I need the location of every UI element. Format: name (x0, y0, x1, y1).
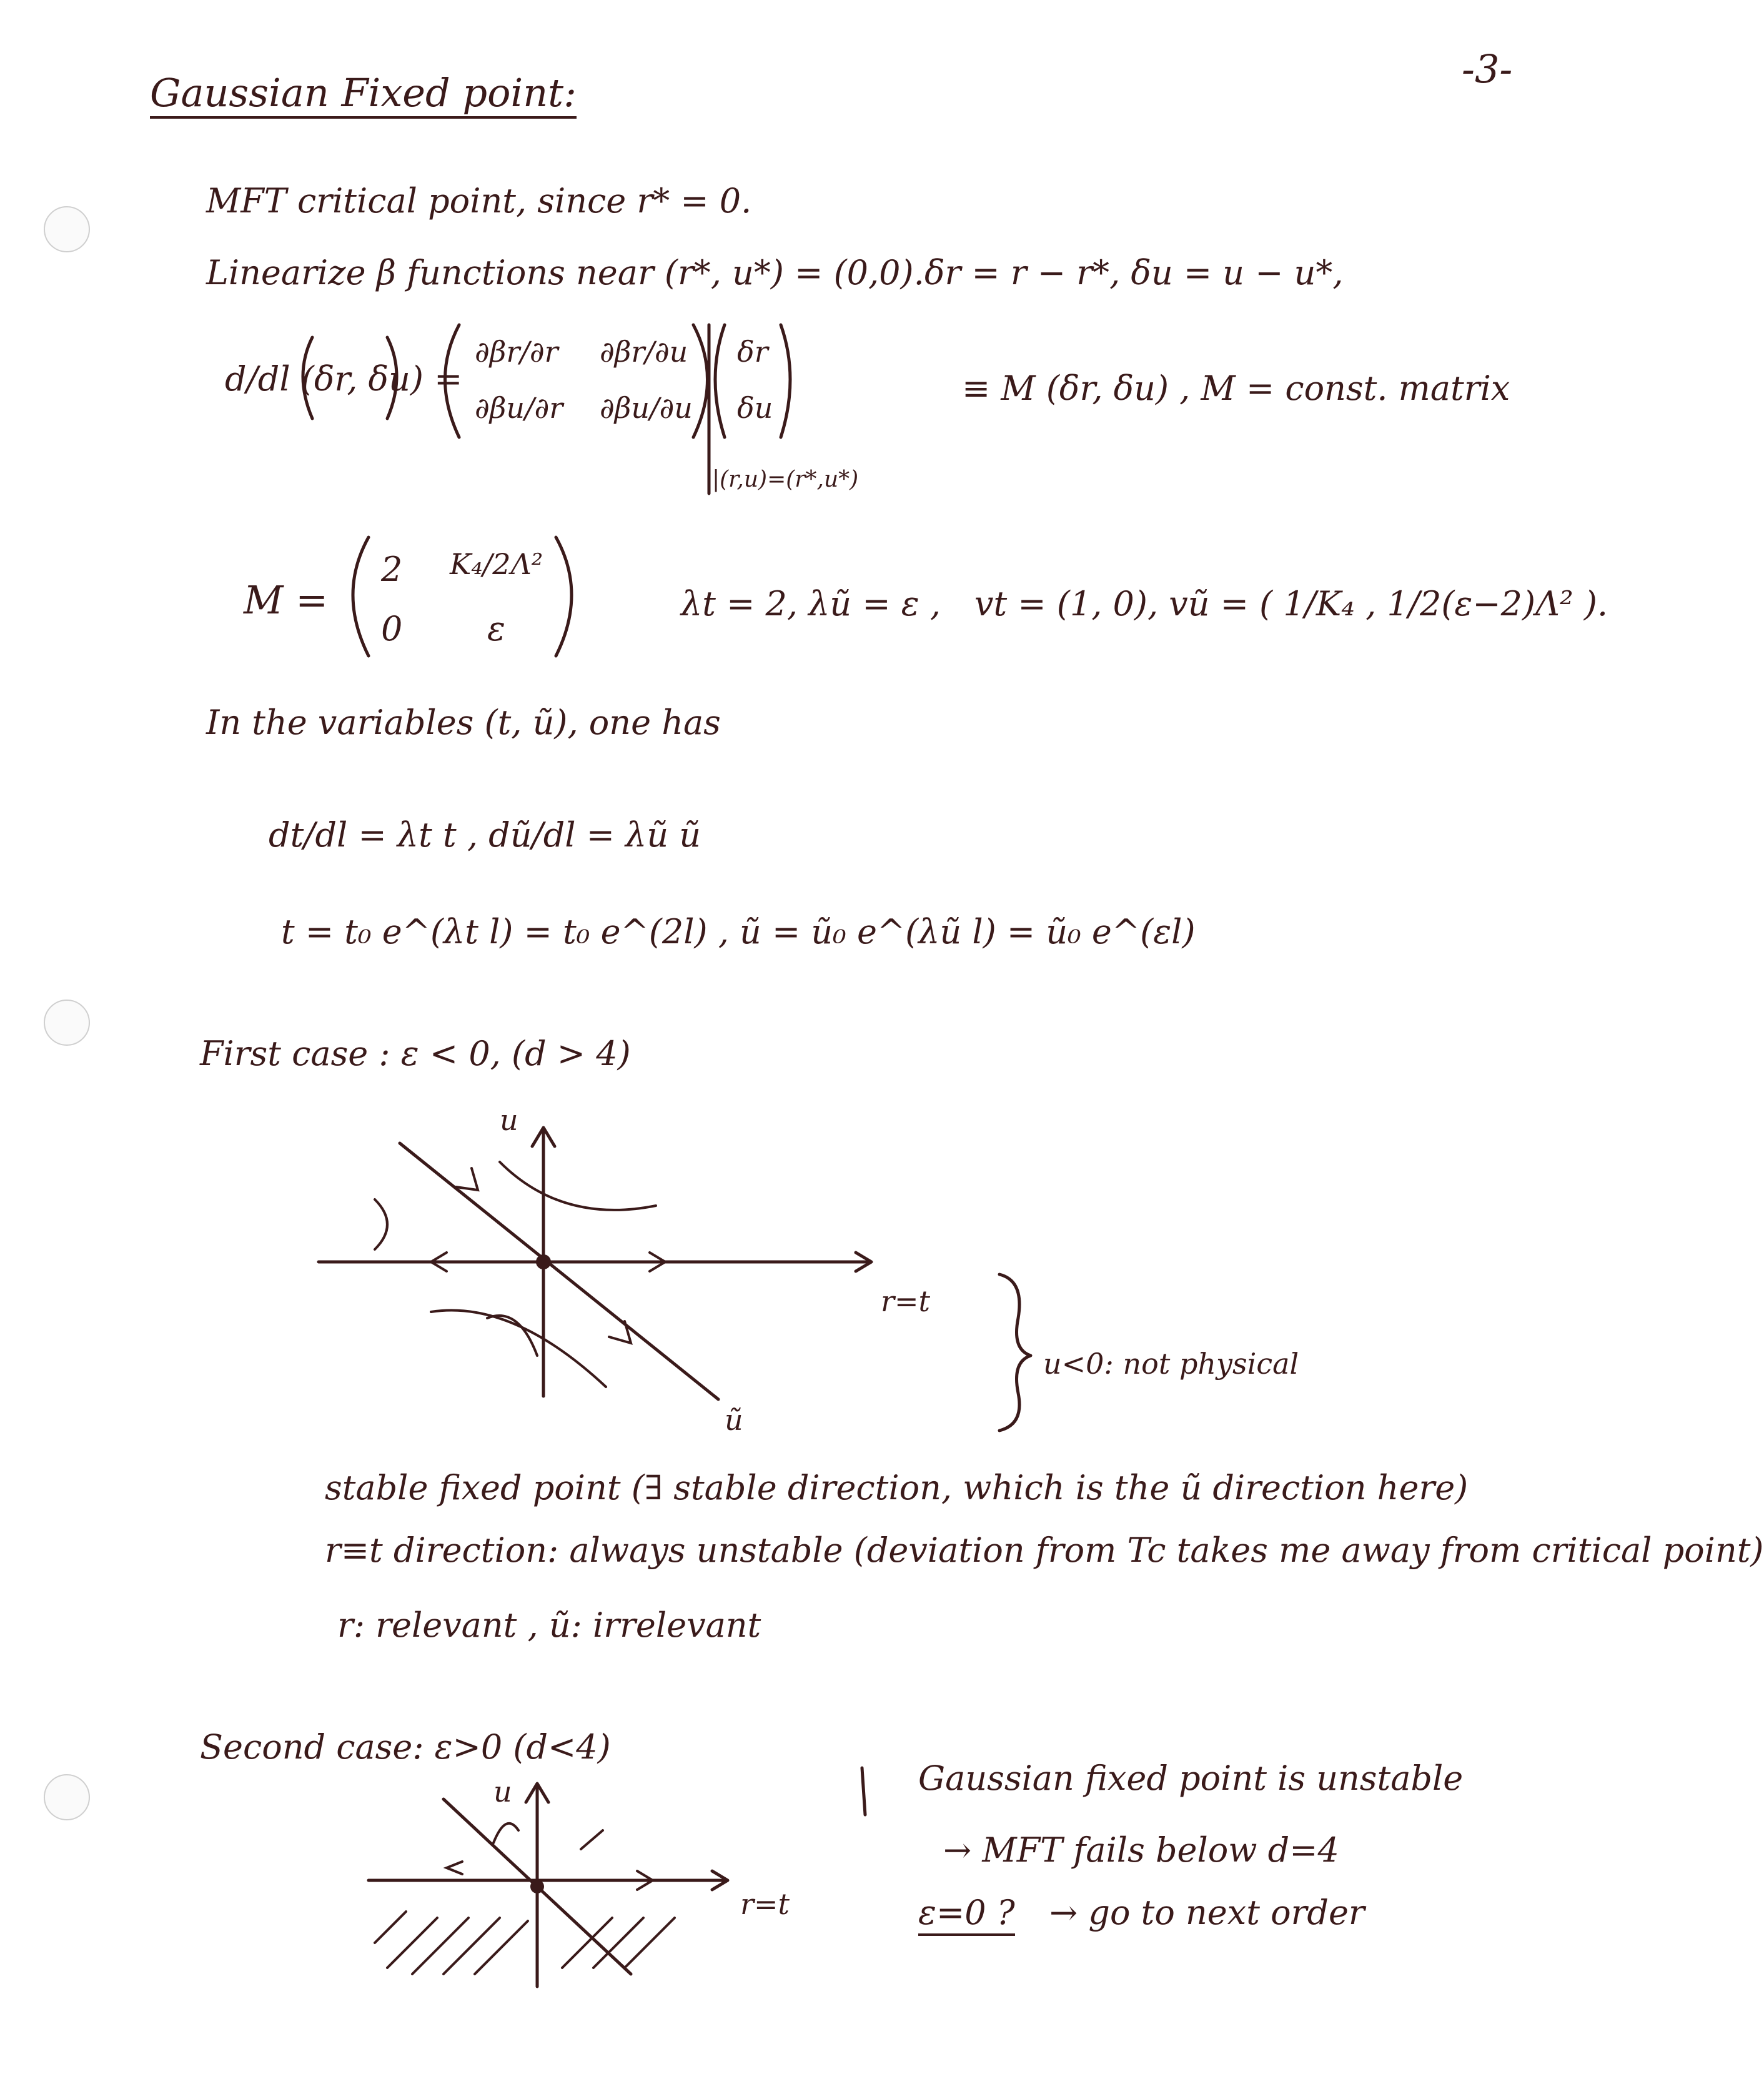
second-case-u-axis-label: u (493, 1775, 512, 1809)
first-case-rt-axis-label: r=t (881, 1284, 931, 1318)
eigenvalues: λt = 2, λũ = ε , (681, 584, 941, 623)
jacobian-right-paren (693, 325, 708, 437)
ode-lhs-left-paren (303, 337, 312, 419)
vector-left-paren (715, 325, 725, 437)
stable-fixed-point-note: stable fixed point (∃ stable direction, which is the ũ direction here) (325, 1468, 1469, 1507)
ode-lhs: d/dl (δr, δu) = (225, 359, 463, 399)
first-case-u-axis-label: u (500, 1103, 518, 1137)
second-case-rt-axis-label: r=t (740, 1887, 790, 1921)
m-entry-11: 2 (381, 550, 403, 589)
margin-mark (862, 1768, 865, 1815)
jacobian-22: ∂βu/∂u (600, 391, 693, 425)
jacobian-12: ∂βr/∂u (600, 335, 688, 369)
m-matrix-definition: ≡ M (δr, δu) , M = const. matrix (962, 369, 1510, 408)
mft-fails-note: → MFT fails below d=4 (943, 1830, 1339, 1870)
evaluation-point: |(r,u)=(r*,u*) (712, 467, 859, 492)
second-case-arrow-up-right (581, 1830, 603, 1849)
first-case-fixed-point (536, 1254, 551, 1269)
page-heading: Gaussian Fixed point: (150, 74, 577, 119)
first-case-diagram (319, 1128, 1031, 1431)
linearize-line: Linearize β functions near (r*, u*) = (0,0). (206, 253, 924, 292)
second-case-fixed-point (530, 1880, 544, 1893)
m-entry-22: ε (487, 609, 505, 648)
jacobian-21: ∂βu/∂r (475, 391, 563, 425)
second-case-arrow-up-left (493, 1823, 518, 1843)
hatch-line (387, 1918, 437, 1968)
first-case-utilde-label: ũ (725, 1403, 743, 1437)
hatch-line (375, 1912, 406, 1943)
hatch-line (562, 1918, 612, 1968)
delta-definitions: δr = r − r*, δu = u − u*, (924, 253, 1344, 292)
variables-intro: In the variables (t, ũ), one has (206, 703, 721, 742)
relevance-note: r: relevant , ũ: irrelevant (337, 1605, 761, 1645)
mft-critical-line: MFT critical point, since r* = 0. (206, 181, 752, 221)
first-case-flow-curve-lower-right (487, 1316, 537, 1356)
first-case-flow-curve-upper-left (375, 1199, 387, 1249)
gaussian-unstable-note: Gaussian fixed point is unstable (918, 1759, 1464, 1798)
vector-bottom: δu (737, 391, 773, 425)
eigenvectors: vt = (1, 0), vũ = ( 1/K₄ , 1/2(ε−2)Λ² ). (974, 584, 1608, 623)
jacobian-left-paren (445, 325, 460, 437)
page-number: -3- (1462, 46, 1513, 92)
flow-equations: dt/dl = λt t , dũ/dl = λũ ũ (269, 815, 701, 855)
first-case-brace (999, 1274, 1031, 1431)
second-case-heading: Second case: ε>0 (d<4) (200, 1727, 611, 1767)
second-case-arrow-left (447, 1862, 462, 1874)
vector-right-paren (781, 325, 790, 437)
jacobian-11: ∂βr/∂r (475, 335, 558, 369)
hatch-line (625, 1918, 675, 1968)
hatch-line (475, 1921, 528, 1974)
m-entry-12: K₄/2Λ² (450, 547, 543, 581)
epsilon-zero-question: ε=0 ? (918, 1896, 1015, 1936)
first-case-stable-arrow-upper (456, 1168, 478, 1190)
ode-lhs-right-paren (387, 337, 397, 419)
next-order-note: → go to next order (1049, 1893, 1365, 1932)
vector-top: δr (737, 335, 768, 369)
m-label: M = (244, 577, 329, 623)
not-physical-note: u<0: not physical (1043, 1347, 1299, 1381)
second-case-diagram (369, 1768, 865, 1987)
flow-solutions: t = t₀ e^(λt l) = t₀ e^(2l) , ũ = ũ₀ e^(λũ l) = ũ₀ e^(εl) (281, 912, 1196, 951)
first-case-flow-curve-lower-left (431, 1311, 606, 1387)
first-case-heading: First case : ε < 0, (d > 4) (200, 1034, 631, 1073)
m-left-paren (353, 537, 369, 656)
hatch-line (412, 1918, 468, 1974)
rt-direction-note: r≡t direction: always unstable (deviation from Tc takes me away from critical point) (325, 1531, 1764, 1570)
hatch-line (443, 1918, 500, 1974)
m-right-paren (556, 537, 572, 656)
first-case-flow-curve-upper-right (500, 1162, 656, 1210)
m-entry-21: 0 (381, 609, 403, 648)
